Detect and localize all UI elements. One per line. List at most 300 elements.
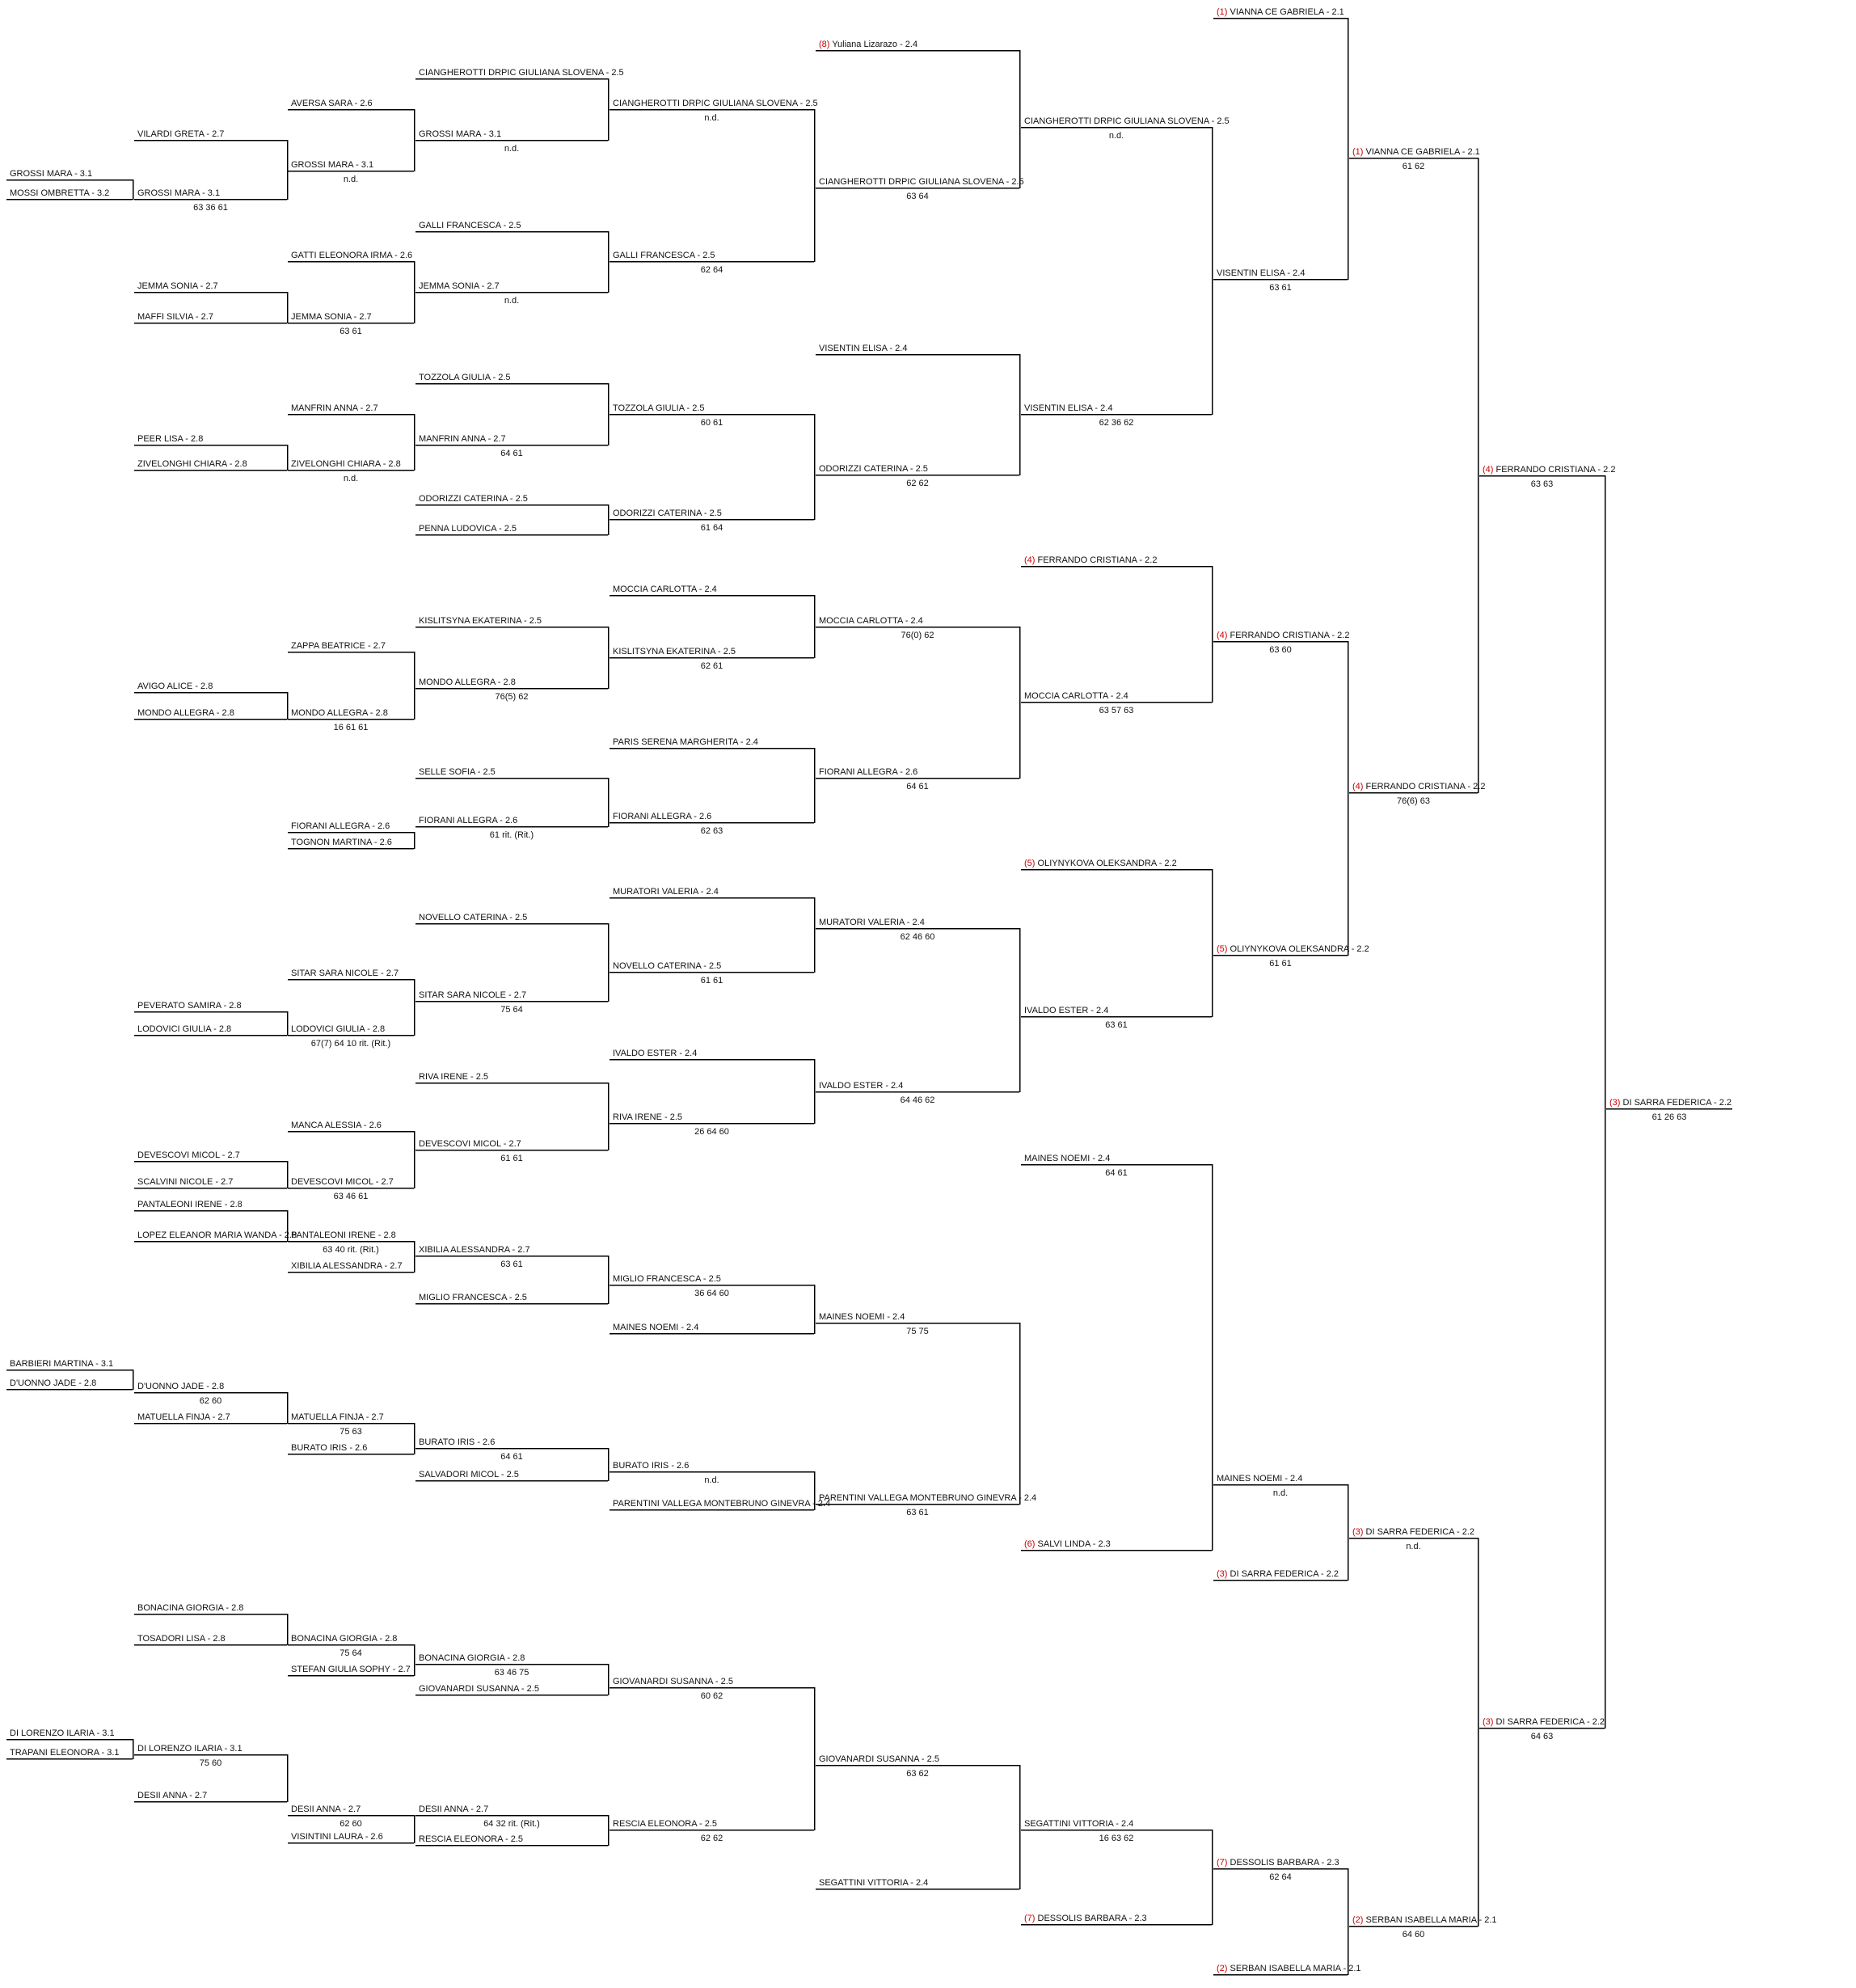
bracket-entry [6,1748,133,1759]
bracket-entry [1213,631,1349,655]
match-score: 75 63 [340,1427,362,1437]
player-name [1024,1539,1111,1549]
player-label: D'UONNO JADE - 2.8 [10,1378,97,1388]
player-name [291,1665,411,1674]
player-label: XIBILIA ALESSANDRA - 2.7 [419,1245,530,1255]
player-name [1024,691,1128,701]
player-label: DEVESCOVI MICOL - 2.7 [419,1139,521,1149]
player-label: DI SARRA FEDERICA - 2.2 [1622,1098,1732,1108]
player-name [1483,465,1615,475]
player-name [1024,555,1157,565]
bracket-entry [134,1791,287,1802]
bracket-entry [288,99,414,110]
bracket-entry [415,913,608,924]
match-score: n.d. [1406,1542,1421,1551]
player-label: TOSADORI LISA - 2.8 [137,1634,226,1644]
player-name [419,677,516,687]
bracket-entry [816,464,1019,488]
player-label: FERRANDO CRISTIANA - 2.2 [1365,782,1486,791]
player-label: JEMMA SONIA - 2.7 [291,312,372,322]
player-name [819,464,928,474]
player-label: MATUELLA FINJA - 2.7 [137,1412,230,1422]
player-name [291,1634,397,1644]
player-name [291,1832,383,1842]
player-label: DI LORENZO ILARIA - 3.1 [10,1728,115,1738]
player-label: MANFRIN ANNA - 2.7 [419,434,506,444]
match-score: n.d. [1108,131,1124,141]
bracket-entry [415,1834,608,1846]
bracket-entry [816,1754,1019,1779]
player-label: FIORANI ALLEGRA - 2.6 [613,812,712,821]
bracket-entry [288,1412,414,1437]
seed-badge: (3) [1352,1527,1364,1537]
match-score: n.d. [343,175,359,184]
player-name [137,1200,243,1209]
player-label: TOZZOLA GIULIA - 2.5 [419,373,511,382]
bracket-entry [610,1819,814,1843]
bracket-entry [288,459,414,483]
player-label: CIANGHEROTTI DRPIC GIULIANA SLOVENA - 2.5 [1024,116,1230,126]
player-name [137,1412,230,1422]
bracket-entry [288,1261,414,1273]
player-label: RIVA IRENE - 2.5 [419,1072,488,1082]
player-name [291,838,392,847]
player-label: TOZZOLA GIULIA - 2.5 [613,403,705,413]
match-score: 62 62 [700,1834,723,1843]
player-label: MAINES NOEMI - 2.4 [1024,1154,1111,1163]
player-label: BONACINA GIORGIA - 2.8 [291,1634,398,1644]
player-label: D'UONNO JADE - 2.8 [137,1382,225,1391]
player-name [613,251,715,260]
bracket-entry [415,1804,608,1829]
player-label: RESCIA ELEONORA - 2.5 [613,1819,717,1829]
player-label: FIORANI ALLEGRA - 2.6 [419,816,518,825]
match-score: 26 64 60 [694,1127,729,1137]
player-name [10,188,109,198]
bracket-entry [288,403,414,415]
bracket-entry [415,434,608,458]
player-label: MIGLIO FRANCESCA - 2.5 [419,1293,527,1302]
player-label: KISLITSYNA EKATERINA - 2.5 [613,647,736,656]
bracket-entry [816,40,1019,51]
player-name [419,434,506,444]
player-name [291,1121,382,1130]
bracket-entry [1021,859,1212,870]
bracket-entry [415,524,608,535]
player-name [419,1072,488,1082]
bracket-entry [816,1312,1019,1336]
player-label: BURATO IRIS - 2.6 [419,1437,496,1447]
player-name [137,682,213,691]
match-score: 61 62 [1402,162,1425,171]
match-score: 64 32 rit. (Rit.) [483,1819,540,1829]
match-score: 61 61 [700,976,723,986]
bracket-entry [610,737,814,749]
bracket-entry [6,1359,133,1370]
player-name [419,221,521,230]
bracket-entry [1021,1154,1212,1178]
player-label: GALLI FRANCESCA - 2.5 [419,221,521,230]
player-label: MONDO ALLEGRA - 2.8 [137,708,234,718]
match-score: n.d. [704,113,719,123]
seed-badge: (5) [1217,944,1228,954]
player-name [291,251,412,260]
player-label: GIOVANARDI SUSANNA - 2.5 [819,1754,939,1764]
player-label: VISENTIN ELISA - 2.4 [1024,403,1113,413]
bracket-entry [288,969,414,980]
player-label: FERRANDO CRISTIANA - 2.2 [1495,465,1616,475]
match-score: 76(6) 63 [1397,796,1430,806]
player-label: MANCA ALESSIA - 2.6 [291,1121,382,1130]
player-name [137,1603,243,1613]
player-label: FIORANI ALLEGRA - 2.6 [291,821,390,831]
round-column-0 [6,169,133,1759]
player-label: PANTALEONI IRENE - 2.8 [137,1200,243,1209]
match-score: n.d. [504,144,520,154]
player-name [291,312,372,322]
player-label: NOVELLO CATERINA - 2.5 [419,913,528,922]
match-score: 62 60 [199,1396,222,1406]
player-label: PARENTINI VALLEGA MONTEBRUNO GINEVRA - 2.4 [819,1493,1037,1503]
player-label: TRAPANI ELEONORA - 3.1 [10,1748,120,1758]
bracket-entry [1021,403,1212,428]
player-label: MURATORI VALERIA - 2.4 [819,918,925,927]
player-name [819,1081,903,1091]
player-label: RESCIA ELEONORA - 2.5 [419,1834,523,1844]
bracket-entry [610,1274,814,1298]
player-name [291,1261,403,1271]
bracket-entry [6,1378,133,1390]
player-name [291,459,401,469]
bracket-entry [816,918,1019,942]
player-label: BURATO IRIS - 2.6 [291,1443,368,1453]
bracket-entry [415,494,608,505]
player-label: GIOVANARDI SUSANNA - 2.5 [613,1677,733,1686]
bracket-entry [288,821,414,833]
player-name [137,1744,243,1754]
seed-badge: (2) [1217,1964,1228,1973]
match-score: 16 61 61 [333,723,369,732]
bracket-entry [288,160,414,184]
seed-badge: (1) [1352,147,1364,157]
player-name [419,1293,527,1302]
seed-badge: (1) [1217,7,1228,17]
player-name [419,373,511,382]
bracket-entry [134,281,287,293]
player-label: GROSSI MARA - 3.1 [419,129,502,139]
match-score: 16 63 62 [1099,1834,1134,1843]
player-label: SERBAN ISABELLA MARIA - 2.1 [1230,1964,1361,1973]
player-name [10,1748,120,1758]
player-name [1024,1006,1108,1015]
player-name [137,188,220,198]
match-score: 61 26 63 [1651,1112,1687,1122]
bracket-entry [134,1024,287,1036]
match-score: 76(5) 62 [495,692,529,702]
player-name [1024,859,1177,868]
player-label: CIANGHEROTTI DRPIC GIULIANA SLOVENA - 2.5 [419,68,624,78]
bracket-entry [288,1024,414,1049]
player-label: MAINES NOEMI - 2.4 [613,1323,699,1332]
match-score: 62 36 62 [1099,418,1134,428]
player-label: SALVADORI MICOL - 2.5 [419,1470,519,1479]
bracket-entry [610,1323,814,1334]
player-label: ZAPPA BEATRICE - 2.7 [291,641,386,651]
match-score: 60 62 [700,1691,723,1701]
bracket-entry [1213,1569,1348,1581]
bracket-entry [288,641,414,652]
match-score: 61 61 [1269,959,1292,969]
seed-badge: (4) [1024,555,1036,565]
player-label: BARBIERI MARTINA - 3.1 [10,1359,114,1369]
match-score: n.d. [1272,1488,1289,1498]
match-score: n.d. [504,296,520,306]
match-score: 63 46 61 [333,1192,369,1201]
bracket-entry [610,1049,814,1060]
bracket-entry [1213,1474,1348,1498]
round-column-8 [1349,147,1497,1939]
player-name [1217,1474,1302,1484]
match-score: 63 36 61 [193,203,228,213]
player-name [137,1177,233,1187]
match-score: 64 61 [500,449,523,458]
player-name [137,1150,240,1160]
seed-badge: (3) [1217,1569,1228,1579]
player-name [613,1677,733,1686]
player-label: PARIS SERENA MARGHERITA - 2.4 [613,737,758,747]
match-score: 61 rit. (Rit.) [489,830,534,840]
player-label: GROSSI MARA - 3.1 [137,188,221,198]
player-name [819,1878,928,1888]
seed-badge: (6) [1024,1539,1036,1549]
match-score: 63 63 [1530,479,1554,489]
bracket-entry [415,767,608,779]
match-score: 75 64 [340,1648,362,1658]
player-name [819,918,925,927]
player-label: XIBILIA ALESSANDRA - 2.7 [291,1261,403,1271]
bracket-entry [134,1200,287,1211]
bracket-entry [610,647,814,671]
seed-badge: (4) [1217,631,1228,640]
match-score: 62 62 [906,479,929,488]
bracket-entry [610,1499,830,1510]
player-name [819,177,1024,187]
player-name [419,524,517,534]
player-name [1352,1527,1474,1537]
bracket-entry [816,1493,1036,1517]
bracket-entry [610,509,814,533]
player-name [137,1024,231,1034]
player-label: KISLITSYNA EKATERINA - 2.5 [419,616,542,626]
player-label: DESSOLIS BARBARA - 2.3 [1037,1914,1147,1923]
bracket-entry [415,221,608,232]
player-name [613,1323,698,1332]
match-score: 63 40 rit. (Rit.) [323,1245,379,1255]
bracket-entry [288,1665,414,1676]
bracket-entry [134,1603,287,1614]
player-label: DI LORENZO ILARIA - 3.1 [137,1744,243,1754]
player-name [419,1804,488,1814]
player-label: DESII ANNA - 2.7 [291,1804,361,1814]
player-label: MONDO ALLEGRA - 2.8 [419,677,516,687]
player-label: VISENTIN ELISA - 2.4 [819,344,908,353]
bracket-entry [415,1653,608,1678]
match-score: 62 61 [700,661,723,671]
player-label: OLIYNYKOVA OLEKSANDRA - 2.2 [1230,944,1369,954]
player-label: MOSSI OMBRETTA - 3.2 [10,188,110,198]
bracket-entry [134,682,287,693]
bracket-entry [1349,782,1485,806]
player-name [1352,782,1485,791]
bracket-entry [1021,1539,1212,1551]
bracket-entry [415,1470,608,1481]
match-score: 63 62 [906,1769,929,1779]
bracket-entry [134,459,287,471]
player-name [419,129,501,139]
player-label: PARENTINI VALLEGA MONTEBRUNO GINEVRA - 2.4 [613,1499,831,1509]
player-name [137,281,218,291]
player-label: CIANGHEROTTI DRPIC GIULIANA SLOVENA - 2.5 [819,177,1024,187]
player-name [419,1834,523,1844]
bracket-entry [134,1177,287,1188]
player-label: PENNA LUDOVICA - 2.5 [419,524,517,534]
player-name [1352,147,1480,157]
player-label: FERRANDO CRISTIANA - 2.2 [1230,631,1350,640]
player-label: ODORIZZI CATERINA - 2.5 [819,464,928,474]
bracket-entry [1021,1819,1212,1843]
round-column-7 [1213,7,1369,1975]
round-column-9 [1479,465,1615,1741]
seed-badge: (4) [1352,782,1364,791]
round-column-2 [288,99,415,1843]
match-score: 64 61 [500,1452,523,1462]
player-name [291,641,386,651]
round-column-5 [816,40,1036,1889]
player-name [613,1049,697,1058]
player-name [137,1791,207,1800]
bracket-entry [1349,147,1480,171]
player-name [291,1804,361,1814]
bracket-entry [610,1112,814,1137]
player-name [419,616,542,626]
player-label: OLIYNYKOVA OLEKSANDRA - 2.2 [1037,859,1177,868]
seed-badge: (8) [819,40,830,49]
bracket-entry [134,1001,287,1012]
player-label: MAFFI SILVIA - 2.7 [137,312,213,322]
player-name [613,737,758,747]
player-label: GATTI ELEONORA IRMA - 2.6 [291,251,413,260]
bracket-entry [415,1139,608,1163]
player-name [613,1461,689,1471]
player-label: AVIGO ALICE - 2.8 [137,682,213,691]
bracket-entry [816,767,1019,791]
bracket-entry [415,1293,608,1304]
bracket-entry [288,312,414,336]
player-label: DEVESCOVI MICOL - 2.7 [291,1177,394,1187]
player-name [613,647,736,656]
player-name [291,1177,394,1187]
player-name [291,403,378,413]
match-score: 63 61 [340,327,362,336]
player-label: ODORIZZI CATERINA - 2.5 [613,509,722,518]
player-label: MAINES NOEMI - 2.4 [819,1312,905,1322]
player-name [10,1378,96,1388]
player-name [1217,268,1305,278]
bracket-entry [1021,116,1230,141]
player-label: IVALDO ESTER - 2.4 [613,1049,698,1058]
player-name [1609,1098,1732,1108]
player-name [613,1499,830,1509]
player-label: CIANGHEROTTI DRPIC GIULIANA SLOVENA - 2.5 [613,99,818,108]
player-label: FIORANI ALLEGRA - 2.6 [819,767,918,777]
seed-badge: (7) [1217,1858,1228,1868]
bracket-entry [134,1634,287,1645]
bracket-entry [134,129,287,141]
match-score: 61 61 [500,1154,523,1163]
player-name [10,169,92,179]
bracket-entry [134,1382,287,1406]
player-label: MANFRIN ANNA - 2.7 [291,403,378,413]
match-score: 64 61 [1105,1168,1128,1178]
player-label: VISINTINI LAURA - 2.6 [291,1832,383,1842]
seed-badge: (2) [1352,1915,1364,1925]
bracket-entry [134,708,287,720]
bracket-entry [415,68,624,79]
bracket-entry [1349,1527,1478,1551]
player-name [419,281,500,291]
player-label: JEMMA SONIA - 2.7 [137,281,218,291]
bracket-entry [1213,944,1369,969]
player-name [819,1754,939,1764]
match-score: 64 61 [906,782,929,791]
bracket-entry [1479,465,1615,489]
player-label: VISENTIN ELISA - 2.4 [1217,268,1306,278]
player-name [137,434,203,444]
player-name [419,1139,521,1149]
match-score: 63 61 [1269,283,1292,293]
bracket-entry [288,251,414,262]
player-name [819,1493,1036,1503]
player-label: DI SARRA FEDERICA - 2.2 [1495,1717,1605,1727]
player-name [291,1443,367,1453]
bracket-entry [288,1832,414,1843]
bracket-entry [1021,1006,1212,1030]
player-label: BONACINA GIORGIA - 2.8 [137,1603,244,1613]
bracket-entry [134,188,287,213]
bracket-entry [288,1443,414,1454]
player-name [419,494,528,504]
round-column-10 [1606,1098,1732,1122]
bracket-entry [816,177,1024,201]
player-label: VIANNA CE GABRIELA - 2.1 [1230,7,1344,17]
player-label: SEGATTINI VITTORIA - 2.4 [1024,1819,1134,1829]
round-column-1 [134,129,297,1802]
bracket-entry [816,616,1019,640]
bracket-entry [1349,1915,1497,1939]
match-score: 62 64 [1269,1872,1292,1882]
bracket-entry [610,1677,814,1701]
player-name [613,1112,682,1122]
match-score: 63 61 [906,1508,929,1517]
player-label: DEVESCOVI MICOL - 2.7 [137,1150,240,1160]
player-name [419,1437,495,1447]
player-name [1217,631,1349,640]
bracket-entry [610,1461,814,1485]
player-label: AVERSA SARA - 2.6 [291,99,373,108]
player-label: RIVA IRENE - 2.5 [613,1112,682,1122]
bracket-entry [415,281,608,306]
bracket-entry [6,1728,133,1740]
